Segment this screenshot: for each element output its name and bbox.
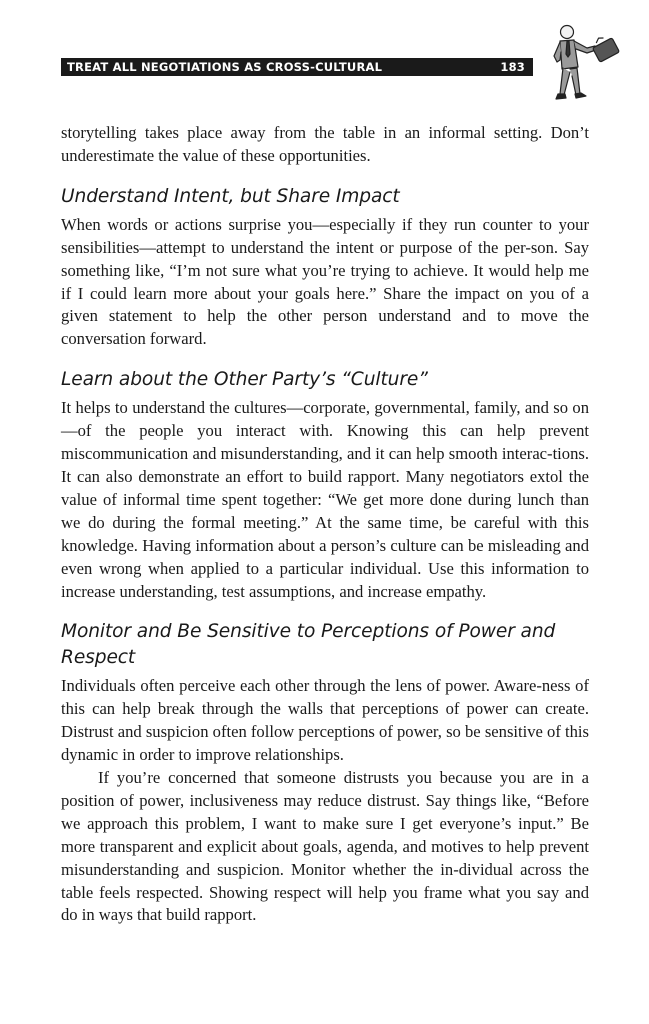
- paragraph-power-1: Individuals often perceive each other through the lens of power. Aware-ness of this can help break through the walls that perceptions of power can create. Distrust and suspicion often follow perceptions of power, so be sensitive of this dynamic in order to improve relationships.: [61, 676, 589, 765]
- page-number: 183: [500, 60, 525, 74]
- running-header-title: TREAT ALL NEGOTIATIONS AS CROSS-CULTURAL: [67, 60, 383, 74]
- section-heading-power: Monitor and Be Sensitive to Perceptions of Power and Respect: [61, 621, 556, 669]
- section-heading-intent: Understand Intent, but Share Impact: [61, 185, 400, 207]
- paragraph-intent: When words or actions surprise you—especially if they run counter to your sensibilities—attempt to understand the intent or purpose of the per-son. Say something like, “I’m not sure what you’re trying to achieve. It would help me if I could learn more about your goals here.” Share the impact on you of a given statement to help the other person understand and to move the conversation forward.: [61, 214, 589, 349]
- businessman-with-briefcase-icon: [543, 22, 623, 110]
- intro-paragraph: storytelling takes place away from the table in an informal setting. Don’t underestimate the value of these opportunities.: [61, 123, 589, 165]
- paragraph-culture: It helps to understand the cultures—corporate, governmental, family, and so on—of the people you interact with. Knowing this can help prevent miscommunication and misunderstanding, and it can help smooth interac-tions. It can also demonstrate an effort to build rapport. Many negotiators extol the value of informal time spent together: “We get more done during lunch than we do during the formal meeting.” At the same time, be careful with this knowledge. Having information about a person’s culture can be misleading and even wrong when applied to a particular individual. Use this information to increase understanding, test assumptions, and increase empathy.: [61, 398, 589, 601]
- page-body: [61, 122, 589, 927]
- section-heading-culture: Learn about the Other Party’s “Culture”: [61, 369, 428, 391]
- running-header: [61, 58, 533, 76]
- paragraph-power-2: If you’re concerned that someone distrusts you because you are in a position of power, inclusiveness may reduce distrust. Say things like, “Before we approach this problem, I want to make sure I get everyone’s input.” Be more transparent and explicit about goals, agenda, and motives to help prevent misunderstanding and suspicion. Monitor whether the in-dividual across the table feels respected. Showing respect will help you frame what you say and do in ways that build rapport.: [61, 768, 589, 925]
